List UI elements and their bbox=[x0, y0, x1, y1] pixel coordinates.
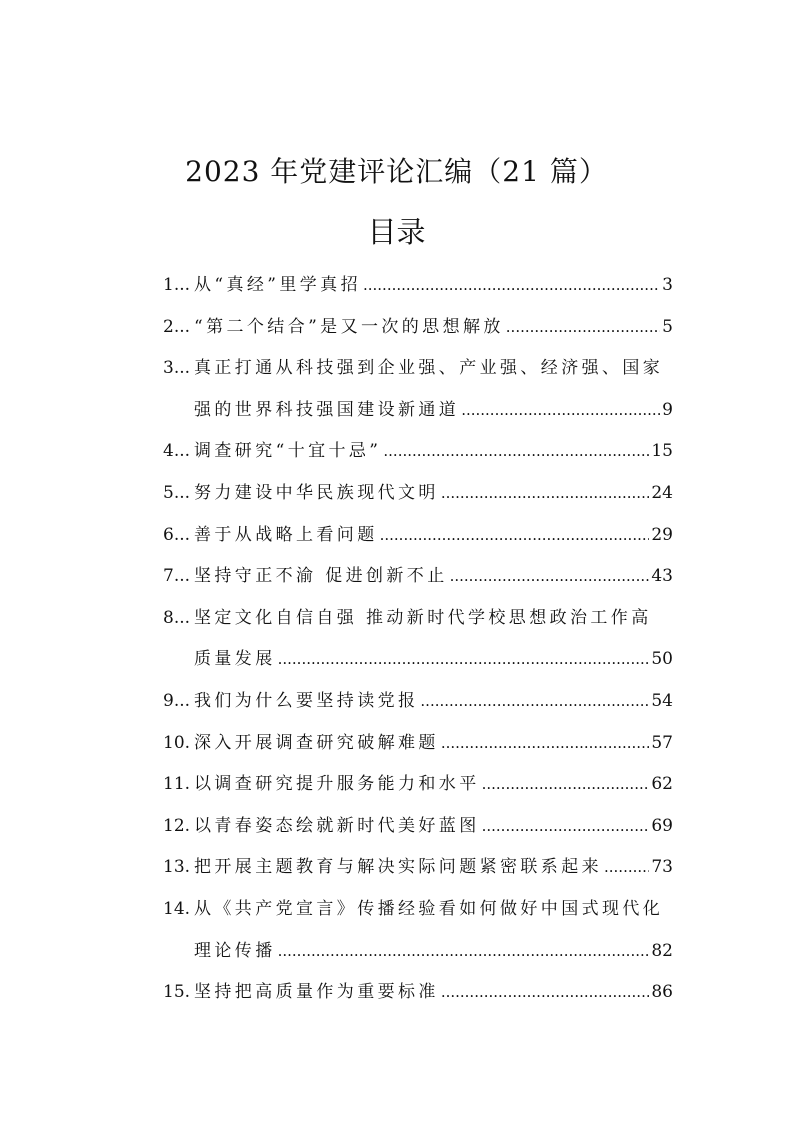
toc-entry-page-number: 3 bbox=[662, 275, 673, 295]
toc-entry-title: 坚持守正不渝 促进创新不止 bbox=[194, 566, 448, 587]
table-of-contents bbox=[163, 265, 673, 1014]
toc-entry-title: 我们为什么要坚持读党报 bbox=[194, 690, 419, 711]
toc-entry-number: 2... bbox=[163, 316, 191, 337]
toc-entry-title: 真正打通从科技强到企业强、产业强、经济强、国家 bbox=[194, 358, 664, 379]
toc-heading: 目录 bbox=[367, 215, 426, 249]
toc-dot-leader bbox=[450, 556, 650, 598]
toc-entry-line bbox=[163, 265, 673, 307]
toc-entry-title: 以调查研究提升服务能力和水平 bbox=[194, 774, 480, 795]
toc-entry-page-number: 54 bbox=[651, 690, 673, 711]
toc-entry-number: 4... bbox=[163, 441, 191, 462]
toc-entry-line bbox=[163, 931, 673, 973]
toc-dot-leader bbox=[278, 639, 650, 681]
toc-entry-page-number: 69 bbox=[651, 815, 673, 836]
toc-entry[interactable] bbox=[163, 681, 673, 723]
toc-dot-leader bbox=[278, 931, 650, 973]
toc-entry-title: 善于从战略上看问题 bbox=[194, 524, 378, 545]
toc-entry-line bbox=[163, 681, 673, 723]
toc-entry-line bbox=[163, 723, 673, 765]
toc-entry-number: 13. bbox=[163, 857, 191, 878]
toc-entry-number: 14. bbox=[163, 898, 191, 919]
toc-entry-line bbox=[163, 431, 673, 473]
toc-dot-leader bbox=[383, 431, 649, 473]
toc-entry-title: 以青春姿态绘就新时代美好蓝图 bbox=[194, 815, 480, 836]
toc-entry[interactable] bbox=[163, 723, 673, 765]
toc-dot-leader bbox=[506, 307, 660, 349]
toc-entry-page-number: 15 bbox=[651, 441, 673, 462]
toc-dot-leader bbox=[604, 847, 649, 889]
toc-entry-title: 坚持把高质量作为重要标准 bbox=[194, 982, 439, 1003]
toc-entry-title: 努力建设中华民族现代文明 bbox=[194, 482, 439, 503]
toc-entry-page-number: 24 bbox=[651, 482, 673, 503]
toc-entry[interactable] bbox=[163, 515, 673, 557]
toc-entry-line bbox=[163, 806, 673, 848]
toc-entry[interactable] bbox=[163, 265, 673, 307]
toc-entry-line bbox=[163, 473, 673, 515]
toc-entry-line bbox=[163, 598, 673, 640]
toc-entry-number: 15. bbox=[163, 982, 191, 1003]
toc-entry-number: 5... bbox=[163, 482, 191, 503]
toc-entry-number: 7... bbox=[163, 566, 191, 587]
toc-entry-number: 10. bbox=[163, 732, 191, 753]
toc-entry-title: 质量发展 bbox=[194, 649, 276, 670]
toc-entry-page-number: 50 bbox=[651, 649, 673, 670]
toc-entry-number: 3... bbox=[163, 358, 191, 379]
toc-entry[interactable] bbox=[163, 764, 673, 806]
toc-entry[interactable] bbox=[163, 889, 673, 972]
toc-entry-title: “第二个结合”是又一次的思想解放 bbox=[194, 316, 504, 337]
toc-entry-line bbox=[163, 307, 673, 349]
toc-entry-page-number: 86 bbox=[651, 982, 673, 1003]
toc-entry-line bbox=[163, 390, 673, 432]
toc-dot-leader bbox=[461, 390, 660, 432]
toc-entry-line bbox=[163, 889, 673, 931]
toc-dot-leader bbox=[380, 515, 650, 557]
toc-entry-title: 理论传播 bbox=[194, 940, 276, 961]
toc-entry-page-number: 43 bbox=[651, 566, 673, 587]
toc-entry-page-number: 9 bbox=[662, 399, 673, 420]
toc-dot-leader bbox=[482, 764, 650, 806]
toc-entry-line bbox=[163, 639, 673, 681]
toc-entry[interactable] bbox=[163, 972, 673, 1014]
toc-dot-leader bbox=[441, 723, 650, 765]
toc-entry-title: 深入开展调查研究破解难题 bbox=[194, 732, 439, 753]
toc-entry-page-number: 29 bbox=[651, 524, 673, 545]
toc-entry[interactable] bbox=[163, 847, 673, 889]
toc-dot-leader bbox=[363, 265, 660, 307]
document-title: 2023 年党建评论汇编（21 篇） bbox=[185, 155, 608, 188]
toc-dot-leader bbox=[441, 972, 650, 1014]
toc-entry-page-number: 73 bbox=[651, 857, 673, 878]
toc-entry-line bbox=[163, 847, 673, 889]
toc-entry-title: 调查研究“十宜十忌” bbox=[194, 441, 382, 462]
toc-entry-line bbox=[163, 515, 673, 557]
toc-entry[interactable] bbox=[163, 556, 673, 598]
toc-entry-page-number: 5 bbox=[662, 316, 673, 337]
toc-entry-number: 8... bbox=[163, 607, 191, 628]
toc-entry[interactable] bbox=[163, 473, 673, 515]
toc-entry-line bbox=[163, 556, 673, 598]
toc-entry-title: 从“真经”里学真招 bbox=[194, 275, 361, 295]
toc-entry-title: 从《共产党宣言》传播经验看如何做好中国式现代化 bbox=[194, 898, 664, 919]
toc-entry-title: 坚定文化自信自强 推动新时代学校思想政治工作高 bbox=[194, 607, 652, 628]
toc-entry[interactable] bbox=[163, 806, 673, 848]
toc-entry-title: 强的世界科技强国建设新通道 bbox=[194, 399, 460, 420]
toc-entry-number: 12. bbox=[163, 815, 191, 836]
toc-entry-page-number: 57 bbox=[651, 732, 673, 753]
toc-entry-page-number: 62 bbox=[651, 774, 673, 795]
toc-dot-leader bbox=[482, 806, 650, 848]
toc-dot-leader bbox=[441, 473, 650, 515]
toc-entry-number: 1... bbox=[163, 275, 191, 295]
toc-entry[interactable] bbox=[163, 431, 673, 473]
toc-entry-page-number: 82 bbox=[651, 940, 673, 961]
toc-entry-line bbox=[163, 972, 673, 1014]
toc-entry-title: 把开展主题教育与解决实际问题紧密联系起来 bbox=[194, 857, 602, 878]
toc-entry[interactable] bbox=[163, 598, 673, 681]
toc-entry-number: 9... bbox=[163, 690, 191, 711]
toc-dot-leader bbox=[420, 681, 649, 723]
toc-entry[interactable] bbox=[163, 307, 673, 349]
toc-entry-line bbox=[163, 348, 673, 390]
toc-entry-number: 11. bbox=[163, 774, 191, 795]
toc-entry-number: 6... bbox=[163, 524, 191, 545]
toc-entry-line bbox=[163, 764, 673, 806]
toc-entry[interactable] bbox=[163, 348, 673, 431]
